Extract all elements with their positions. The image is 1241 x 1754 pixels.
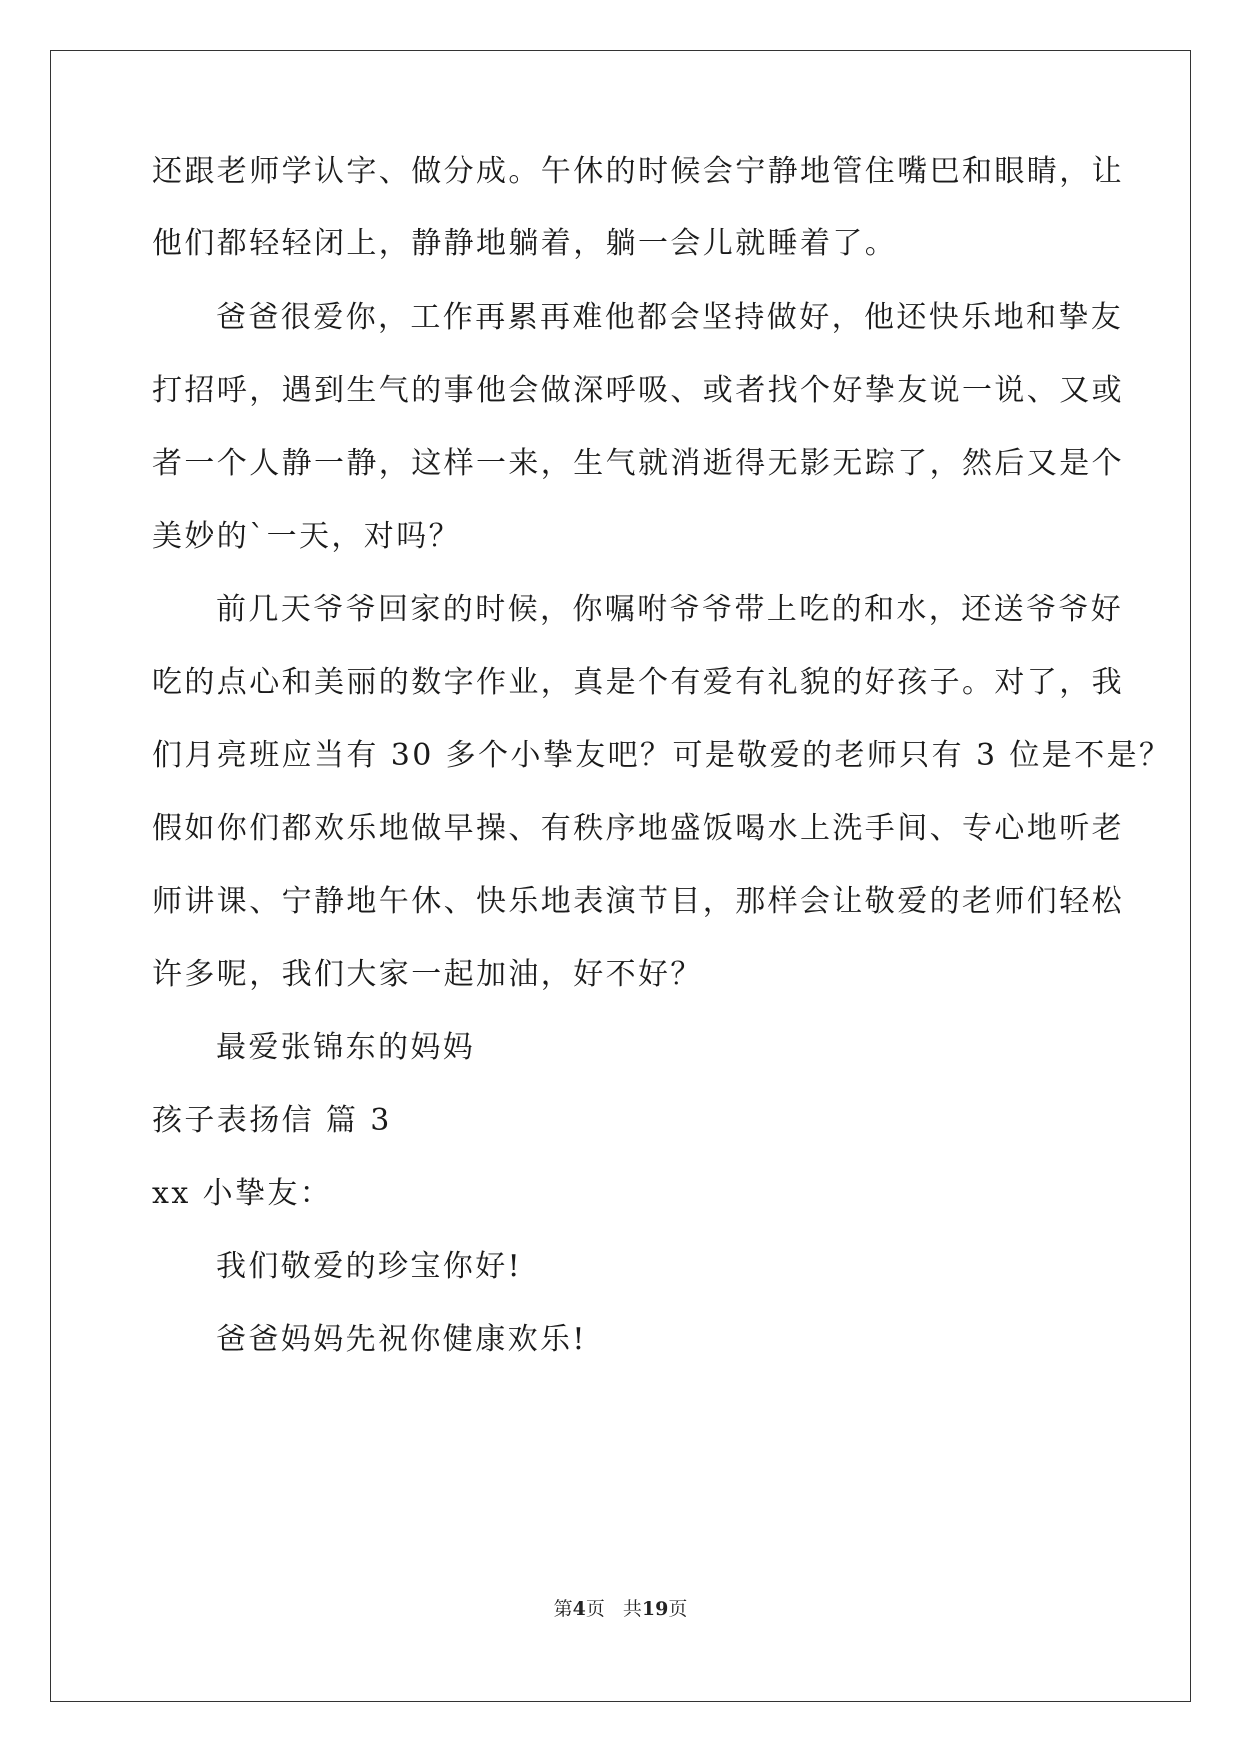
body-text-line: 打招呼，遇到生气的事他会做深呼吸、或者找个好挚友说一说、又或 <box>152 373 1124 408</box>
body-text-line: 假如你们都欢乐地做早操、有秩序地盛饭喝水上洗手间、专心地听老 <box>152 811 1124 846</box>
current-page-number: 4 <box>572 1598 586 1620</box>
body-text-line: 师讲课、宁静地午休、快乐地表演节目，那样会让敬爱的老师们轻松 <box>152 884 1124 919</box>
total-suffix: 页 <box>668 1598 688 1620</box>
greeting-line: 爸爸妈妈先祝你健康欢乐! <box>216 1322 587 1357</box>
page-number-footer <box>0 1596 1241 1622</box>
body-text-line: 吃的点心和美丽的数字作业，真是个有爱有礼貌的好孩子。对了，我 <box>152 665 1124 700</box>
signature-line: 最爱张锦东的妈妈 <box>216 1030 476 1065</box>
greeting-line: 我们敬爱的珍宝你好! <box>216 1249 523 1284</box>
total-page-count: 19 <box>641 1598 669 1620</box>
salutation-line: xx 小挚友： <box>152 1176 333 1211</box>
section-heading: 孩子表扬信 篇 3 <box>152 1103 392 1138</box>
page-suffix: 页 <box>585 1598 605 1620</box>
body-text-line: 者一个人静一静，这样一来，生气就消逝得无影无踪了，然后又是个 <box>152 446 1124 481</box>
body-text-line: 他们都轻轻闭上，静静地躺着，躺一会儿就睡着了。 <box>152 226 898 261</box>
paragraph-start-line: 爸爸很爱你，工作再累再难他都会坚持做好，他还快乐地和挚友 <box>216 300 1124 335</box>
total-prefix: 共 <box>622 1598 642 1620</box>
page-prefix: 第 <box>553 1598 573 1620</box>
body-text-line: 还跟老师学认字、做分成。午休的时候会宁静地管住嘴巴和眼睛，让 <box>152 154 1124 189</box>
paragraph-start-line: 前几天爷爷回家的时候，你嘱咐爷爷带上吃的和水，还送爷爷好 <box>216 592 1124 627</box>
body-text-line: 美妙的`一天，对吗？ <box>152 519 461 554</box>
body-text-line: 许多呢，我们大家一起加油，好不好？ <box>152 957 703 992</box>
body-text-line: 们月亮班应当有 30 多个小挚友吧？可是敬爱的老师只有 3 位是不是？ <box>152 738 1172 773</box>
